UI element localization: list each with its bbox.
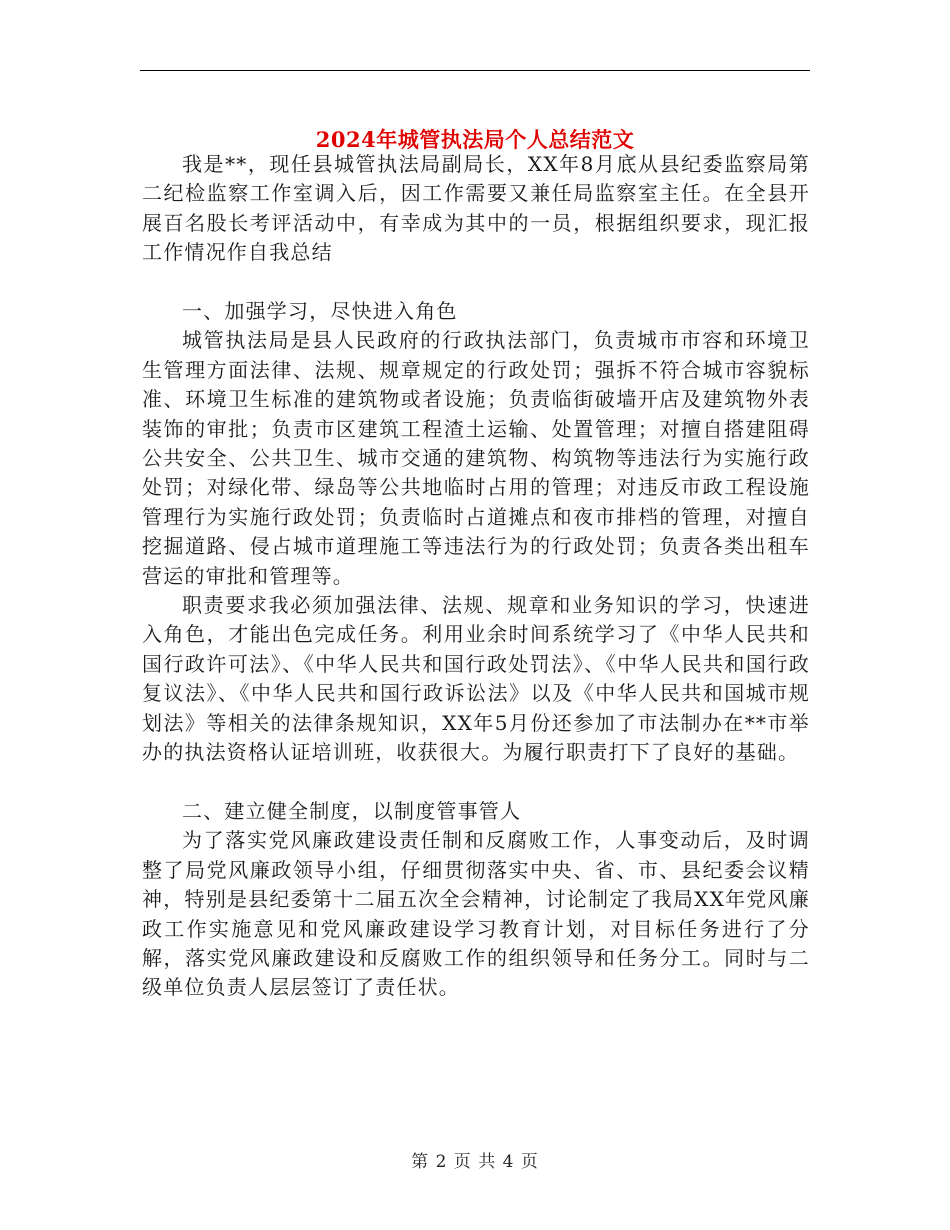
intro-paragraph: 我是**，现任县城管执法局副局长，XX年8月底从县纪委监察局第二纪检监察工作室调入后，因工作需要又兼任局监察室主任。在全县开展百名股长考评活动中，有幸成为其中的一员，根据组织要求，现汇报工作情况作自我总结 (142, 152, 810, 265)
section-heading-2: 二、建立健全制度，以制度管事管人 (182, 798, 522, 823)
section-heading-1: 一、加强学习，尽快进入角色 (182, 299, 458, 324)
page-title: 2024年城管执法局个人总结范文 (315, 127, 635, 153)
section-2-paragraph-1: 为了落实党风廉政建设责任制和反腐败工作，人事变动后，及时调整了局党风廉政领导小组，仔细贯彻落实中央、省、市、县纪委会议精神，特别是县纪委第十二届五次全会精神，讨论制定了我局XX年党风廉政工作实施意见和党风廉政建设学习教育计划，对目标任务进行了分解，落实党风廉政建设和反腐败工作的组织领导和任务分工。同时与二级单位负责人层层签订了责任状。 (142, 828, 810, 1000)
paragraph-gap (142, 768, 810, 797)
header-rule (140, 70, 810, 71)
document-body (142, 150, 810, 1003)
section-1-paragraph-2: 职责要求我必须加强法律、法规、规章和业务知识的学习，快速进入角色，才能出色完成任务。利用业余时间系统学习了《中华人民共和国行政许可法》、《中华人民共和国行政处罚法》、《中华人民共和国行政复议法》、《中华人民共和国行政诉讼法》以及《中华人民共和国城市规划法》等相关的法律条规知识，XX年5月份还参加了市法制办在**市举办的执法资格认证培训班，收获很大。为履行职责打下了良好的基础。 (142, 593, 810, 765)
section-1-paragraph-1: 城管执法局是县人民政府的行政执法部门，负责城市市容和环境卫生管理方面法律、法规、规章规定的行政处罚；强拆不符合城市容貌标准、环境卫生标准的建筑物或者设施；负责临街破墙开店及建筑物外表装饰的审批；负责市区建筑工程渣土运输、处置管理；对擅自搭建阻碍公共安全、公共卫生、城市交通的建筑物、构筑物等违法行为实施行政处罚；对绿化带、绿岛等公共地临时占用的管理；对违反市政工程设施管理行为实施行政处罚；负责临时占道摊点和夜市排档的管理，对擅自挖掘道路、侵占城市道理施工等违法行为的行政处罚；负责各类出租车营运的审批和管理等。 (142, 328, 810, 588)
page-number-footer: 第 2 页 共 4 页 (411, 1152, 539, 1172)
paragraph-gap (142, 268, 810, 297)
